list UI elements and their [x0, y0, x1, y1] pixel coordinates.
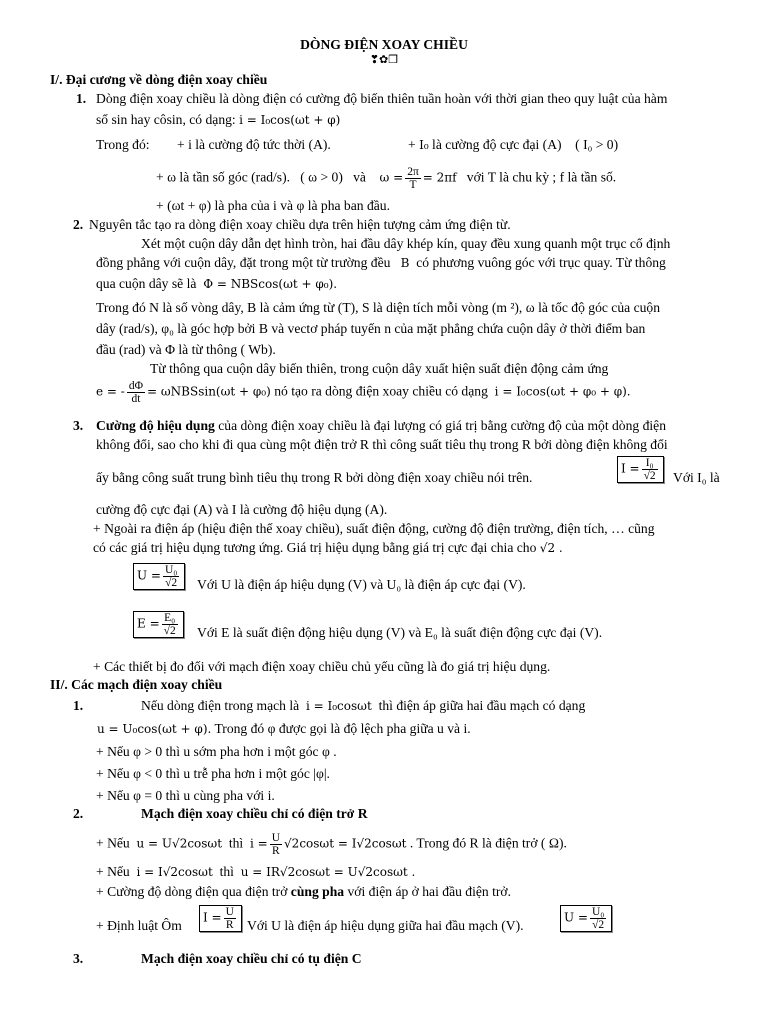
formula: i = I√2cosωt	[136, 865, 213, 879]
formula: I =	[203, 910, 222, 925]
formula: i = I₀cosωt	[305, 699, 372, 713]
condition: ( ω > 0)	[300, 169, 343, 185]
item-number: 2.	[73, 806, 84, 821]
list-item: + Nếu φ < 0 thì u trễ pha hơn i một góc |φ|.	[96, 766, 330, 781]
formula: √2 .	[539, 541, 563, 555]
paragraph-line	[141, 697, 585, 715]
paragraph-text: . Trong đó R là điện trở ( Ω).	[409, 835, 567, 851]
paragraph-line	[96, 275, 337, 293]
fraction-denominator: √2	[165, 577, 178, 590]
fraction-numerator: U	[271, 832, 281, 844]
paragraph-line: Nguyên tắc tạo ra dòng điện xoay chiều dựa trên hiện tượng cảm ứng điện từ.	[89, 217, 511, 232]
paragraph-line: Trong đó N là số vòng dây, B là cảm ứng từ (T), S là diện tích mỗi vòng (m ²), ω là tốc độ góc của cuộn	[96, 300, 660, 315]
formula-box	[133, 611, 184, 638]
definition-text: là cường độ cực đại (A)	[432, 137, 562, 152]
fraction-denominator: R	[272, 845, 280, 858]
item-number: 1.	[76, 91, 87, 106]
formula: u = U√2cosωt	[136, 836, 223, 851]
fraction-numerator: I₀	[642, 457, 658, 470]
paragraph-line	[96, 254, 666, 272]
paragraph-line: cường độ cực đại (A) và I là cường độ hiệu dụng (A).	[96, 502, 388, 517]
paragraph-text: + Nếu	[96, 864, 130, 879]
paragraph-line: ấy bằng công suất trung bình tiêu thụ trong R bởi dòng điện xoay chiều nói trên.	[96, 470, 533, 485]
fraction-denominator: dt	[131, 393, 141, 406]
paragraph-line: dây (rad/s), φ₀ là góc hợp bởi B và vectơ pháp tuyến n của mặt phẳng chứa cuộn dây ở thời điểm ban	[96, 321, 646, 336]
fraction-numerator: U₀	[591, 906, 605, 918]
fraction	[590, 906, 606, 931]
fraction-numerator: U	[225, 906, 234, 918]
fraction	[224, 906, 236, 931]
list-item: + Nếu φ > 0 thì u sớm pha hơn i một góc φ .	[96, 744, 337, 759]
vector-symbol: B	[400, 256, 410, 270]
formula: ω =	[379, 170, 404, 185]
symbol: I₀	[419, 138, 429, 152]
paragraph-text: có các giá trị hiệu dụng tương ứng. Giá trị hiệu dụng bằng giá trị cực đại chia cho	[93, 540, 537, 555]
paragraph-text: có phương vuông góc với trục quay. Từ thông	[416, 255, 666, 270]
paragraph-text: của dòng điện xoay chiều là đại lượng có giá trị bằng cường độ của một dòng điện	[218, 418, 666, 433]
paragraph-text: + Cường độ dòng điện qua điện trở	[96, 884, 288, 899]
paragraph-line: đầu (rad) và Φ là từ thông ( Wb).	[96, 342, 276, 357]
paragraph-line	[96, 111, 340, 129]
formula: u = IR√2cosωt = U√2cosωt .	[240, 865, 416, 879]
paragraph-line: Dòng điện xoay chiều là dòng điện có cường độ biến thiên tuần hoàn với thời gian theo quy luật của hàm	[96, 91, 668, 106]
definition-item	[156, 166, 616, 191]
fraction-numerator: U₀	[164, 564, 178, 576]
item-number: 3.	[73, 418, 84, 433]
paragraph-line: + Ngoài ra điện áp (hiệu điện thế xoay chiều), suất điện động, cường độ điện trường, điện tích, … cũng	[93, 521, 655, 536]
formula-box	[199, 905, 242, 932]
item-number: 1.	[73, 698, 84, 713]
conjunction: và	[353, 169, 366, 185]
fraction-denominator: √2	[163, 625, 176, 638]
paragraph-text: + Định luật Ôm	[96, 918, 182, 933]
formula: Φ = NBScos(ωt + φ₀).	[203, 277, 338, 291]
formula: E =	[137, 616, 160, 631]
formula: U =	[137, 568, 161, 583]
formula: = ωNBSsin(ωt + φ₀)	[147, 384, 271, 399]
formula: u = U₀cos(ωt + φ).	[97, 722, 212, 736]
section-heading-2: II/. Các mạch điện xoay chiều	[50, 677, 223, 692]
paragraph-line	[96, 832, 567, 857]
paragraph-line	[93, 539, 563, 557]
paragraph-text: Nếu dòng điện trong mạch là	[141, 698, 300, 713]
fraction	[642, 457, 658, 482]
fraction-denominator: √2	[643, 470, 656, 483]
formula: i =	[250, 836, 268, 851]
paragraph-line	[96, 883, 511, 901]
formula: U =	[564, 910, 588, 925]
page-title: DÒNG ĐIỆN XOAY CHIỀU	[300, 37, 468, 52]
definition-text: + ω là tần số góc (rad/s).	[156, 169, 291, 185]
fraction-numerator: dΦ	[128, 380, 143, 392]
formula: e = -	[96, 384, 125, 399]
paragraph-text: số sin hay côsin, có dạng:	[96, 112, 236, 127]
paragraph-line	[96, 380, 631, 405]
formula: √2cosωt = I√2cosωt	[284, 836, 407, 851]
formula-box	[560, 905, 612, 932]
definition-item	[408, 136, 618, 154]
list-item: + Nếu φ = 0 thì u cùng pha với i.	[96, 788, 275, 803]
fraction	[270, 832, 282, 857]
formula: = 2πf	[422, 170, 457, 185]
subsection-title: Mạch điện xoay chiều chỉ có tụ điện C	[141, 951, 362, 966]
definition-text: với T là chu kỳ ; f là tần số.	[466, 169, 617, 185]
paragraph-line: Từ thông qua cuộn dây biến thiên, trong cuộn dây xuất hiện suất điện động cảm ứng	[150, 361, 609, 376]
subsection-title: Mạch điện xoay chiều chỉ có điện trở R	[141, 806, 368, 821]
fraction-denominator: T	[409, 179, 417, 192]
item-number: 3.	[73, 951, 84, 966]
paragraph-line: Xét một cuộn dây dẫn dẹt hình tròn, hai đầu dây khép kín, quay đều xung quanh một trục cố định	[141, 236, 671, 251]
fraction-numerator: 2π	[407, 166, 419, 178]
paragraph-line: + Các thiết bị đo đối với mạch điện xoay chiều chủ yếu cũng là đo giá trị hiệu dụng.	[93, 659, 551, 674]
formula: i = I₀cos(ωt + φ₀ + φ).	[494, 384, 631, 399]
paragraph-line: không đổi, sao cho khi đi qua cùng một điện trở R thì công suất tiêu thụ trong R bởi dòng điện không đổi	[96, 437, 668, 452]
paragraph-text: đồng phẳng với cuộn dây, đặt trong một từ trường đều	[96, 255, 391, 270]
paragraph-line: Với E là suất điện động hiệu dụng (V) và E₀ là suất điện động cực đại (V).	[197, 625, 603, 640]
fraction	[127, 380, 145, 405]
fraction	[405, 166, 421, 191]
paragraph-line: Với U là điện áp hiệu dụng (V) và U₀ là điện áp cực đại (V).	[197, 577, 526, 592]
fraction	[163, 564, 179, 589]
term-bold: Cường độ hiệu dụng	[96, 418, 215, 433]
paragraph-text: Trong đó φ được gọi là độ lệch pha giữa u và i.	[214, 721, 471, 736]
formula-box	[617, 456, 664, 483]
paragraph-text: qua cuộn dây sẽ là	[96, 276, 197, 291]
paragraph-line	[96, 417, 666, 435]
definition-item: + i là cường độ tức thời (A).	[177, 137, 331, 152]
section-heading-1: I/. Đại cương về dòng điện xoay chiều	[50, 72, 268, 87]
paragraph-text: với điện áp ở hai đầu điện trở.	[347, 884, 511, 899]
fraction	[162, 612, 178, 637]
item-number: 2.	[73, 217, 84, 232]
paragraph-text: thì điện áp giữa hai đầu mạch có dạng	[378, 698, 586, 713]
fraction-denominator: √2	[592, 919, 605, 932]
fraction-denominator: R	[225, 919, 234, 932]
fraction-numerator: E₀	[162, 612, 178, 625]
plus-sign: +	[408, 137, 416, 152]
paragraph-text: nó tạo ra dòng điện xoay chiều có dạng	[274, 383, 488, 399]
paragraph-line	[96, 863, 415, 881]
definition-item: + (ωt + φ) là pha của i và φ là pha ban đầu.	[156, 198, 390, 213]
paragraph-line	[97, 720, 471, 738]
paragraph-text: thì	[219, 864, 234, 879]
term-bold: cùng pha	[290, 884, 345, 899]
condition: ( I₀ > 0)	[575, 137, 619, 152]
formula: I =	[621, 461, 640, 476]
title-decoration: ❣✿❒	[369, 53, 399, 66]
paragraph-text: thì	[228, 835, 244, 851]
paragraph-text: + Nếu	[96, 835, 130, 851]
formula-box	[133, 563, 185, 590]
formula: i = I₀cos(ωt + φ)	[239, 113, 341, 127]
paragraph-text: Với U là điện áp hiệu dụng giữa hai đầu mạch (V).	[247, 918, 524, 933]
definition-label: Trong đó:	[96, 137, 150, 152]
paragraph-text: Với I₀ là	[673, 470, 720, 485]
